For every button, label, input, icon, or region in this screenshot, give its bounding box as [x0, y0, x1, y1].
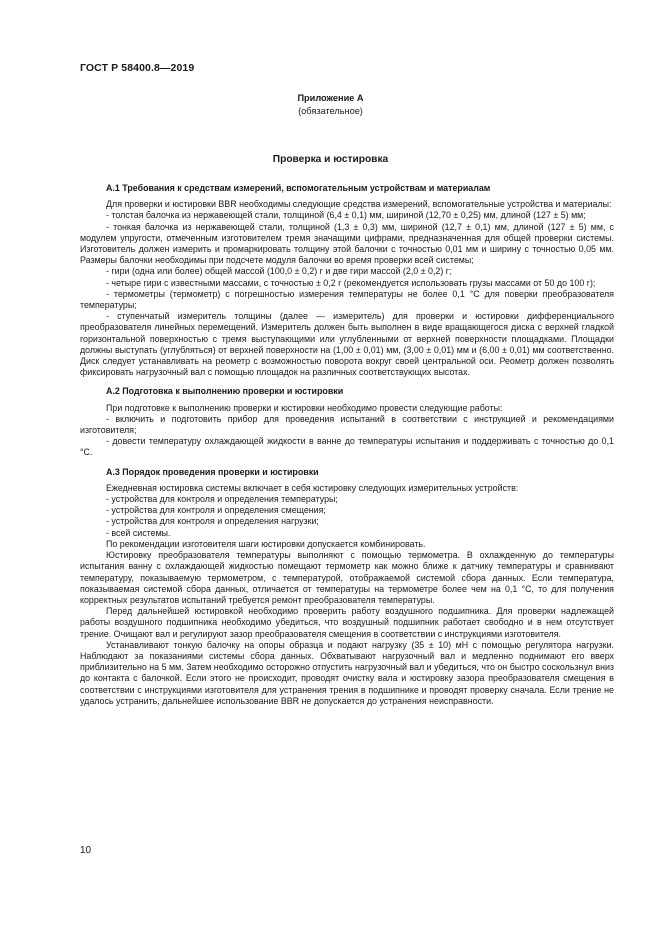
main-title: Проверка и юстировка [272, 154, 389, 165]
section-heading: А.2 Подготовка к выполнению проверки и юстировки [106, 386, 344, 397]
paragraph: Устанавливают тонкую балочку на опоры образца и подают нагрузку (35 ± 10) мН с помощью регулятора нагрузки. Наблюдают за показаниями системы сбора данных. Обхватывают нагрузочный вал и медленно поднимают его вверх приблизительно на 5 мм. Затем необходимо осторожно отпустить нагрузочный вал и убедиться, что он быстро соскользнул вниз до контакта с балочкой. Если этого не происходит, проводят очистку вала и юстировку зазора преобразователя смещения в соответствии с инструкциями изготовителя для устранения трения в подшипнике и проводят проверку сначала. Если трение не удалось устранить, дальнейшее использование BBR не допускается до устранения неисправности. [80, 639, 614, 706]
list-item: - ступенчатый измеритель толщины (далее — измеритель) для проверки и юстировки дифференциального преобразователя линейных перемещений. Измеритель должен быть выполнен в виде вращающегося диска с верхней гладкой горизонтальной поверхностью с тремя выступающими или углубленными от верхней поверхности площадками. Площадки должны выступать (углубляться) от верхней поверхности на (1,00 ± 0,01) мм, (3,00 ± 0,01) мм и (6,00 ± 0,01) мм соответственно. Диск следует устанавливать на реометр с возможностью поворота вокруг своей центральной оси. Реометр должен позволять фиксировать нагрузочный вал с помощью площадок на различных соответствующих высотах. [80, 311, 614, 378]
list-item: - четыре гири с известными массами, с точностью ± 0,2 г (рекомендуется использовать грузы массами от 50 до 100 г); [106, 277, 596, 288]
list-item: - довести температуру охлаждающей жидкости в ванне до температуры испытания и поддерживать с точностью до 0,1 °С. [80, 436, 614, 458]
paragraph: По рекомендации изготовителя шаги юстировки допускается комбинировать. [106, 538, 426, 549]
list-item: - толстая балочка из нержавеющей стали, толщиной (6,4 ± 0,1) мм, шириной (12,70 ± 0,25) мм, длиной (127 ± 5) мм; [106, 210, 586, 221]
paragraph: При подготовке к выполнению проверки и юстировки необходимо провести следующие работы: [106, 402, 503, 413]
appendix-status: (обязательное) [298, 106, 363, 116]
paragraph: Перед дальнейшей юстировкой необходимо проверить работу воздушного подшипника. Для проверки надлежащей работы воздушного подшипника необходимо убедиться, что воздушный подшипник работает свободно и в нем отсутствует трение. Очищают вал и регулируют зазор преобразователя смещения в соответствии с инструкциями изготовителя. [80, 606, 614, 639]
document-body [80, 183, 614, 707]
list-item: - устройства для контроля и определения нагрузки; [106, 516, 319, 527]
section-heading: А.3 Порядок проведения проверки и юстировки [106, 466, 319, 477]
list-item: - гири (одна или более) общей массой (100,0 ± 0,2) г и две гири массой (2,0 ± 0,2) г; [106, 266, 452, 277]
document-code: ГОСТ Р 58400.8—2019 [80, 62, 195, 74]
page-number: 10 [80, 845, 92, 856]
section-heading: А.1 Требования к средствам измерений, вспомогательным устройствам и материалам [106, 183, 491, 193]
list-item: - тонкая балочка из нержавеющей стали, толщиной (1,3 ± 0,3) мм, шириной (12,7 ± 0,1) мм, длиной (127 ± 5) мм, с модулем упругости, отмеченным изготовителем тремя значащими цифрами, предназначенная для общей проверки системы. Изготовитель должен измерить и промаркировать толщину этой балочки с точностью 0,01 мм и ширину с точностью 0,05 мм. Размеры балочки необходимы при подсчете модуля балочки во время проверки всей системы; [80, 221, 614, 266]
list-item: - устройства для контроля и определения смещения; [106, 505, 326, 516]
list-item: - термометры (термометр) с погрешностью измерения температуры не более 0,1 °С для поверки преобразователя температуры; [80, 288, 614, 311]
list-item: - всей системы. [106, 527, 171, 538]
list-item: - устройства для контроля и определения температуры; [106, 494, 338, 505]
list-item: - включить и подготовить прибор для проведения испытаний в соответствии с инструкцией и рекомендациями изготовителя; [80, 413, 614, 436]
appendix-title: Приложение А [297, 93, 364, 103]
paragraph: Для проверки и юстировки BBR необходимы следующие средства измерений, вспомогательные устройства и материалы: [106, 199, 612, 210]
paragraph: Ежедневная юстировка системы включает в себя юстировку следующих измерительных устройств: [106, 482, 519, 493]
paragraph: Юстировку преобразователя температуры выполняют с помощью термометра. В охлажденную до температуры испытания ванну с охлаждающей жидкостью помещают термометр как можно ближе к датчику температуры и сравнивают температуру, показываемую термометром, с температурой, отображаемой системой сбора данных. Если температура, показываемая системой сбора данных, отличается от температуры на термометре более чем на 0,1 °С, то для получения корректных результатов испытаний требуется ремонт преобразователя температуры. [80, 550, 614, 605]
